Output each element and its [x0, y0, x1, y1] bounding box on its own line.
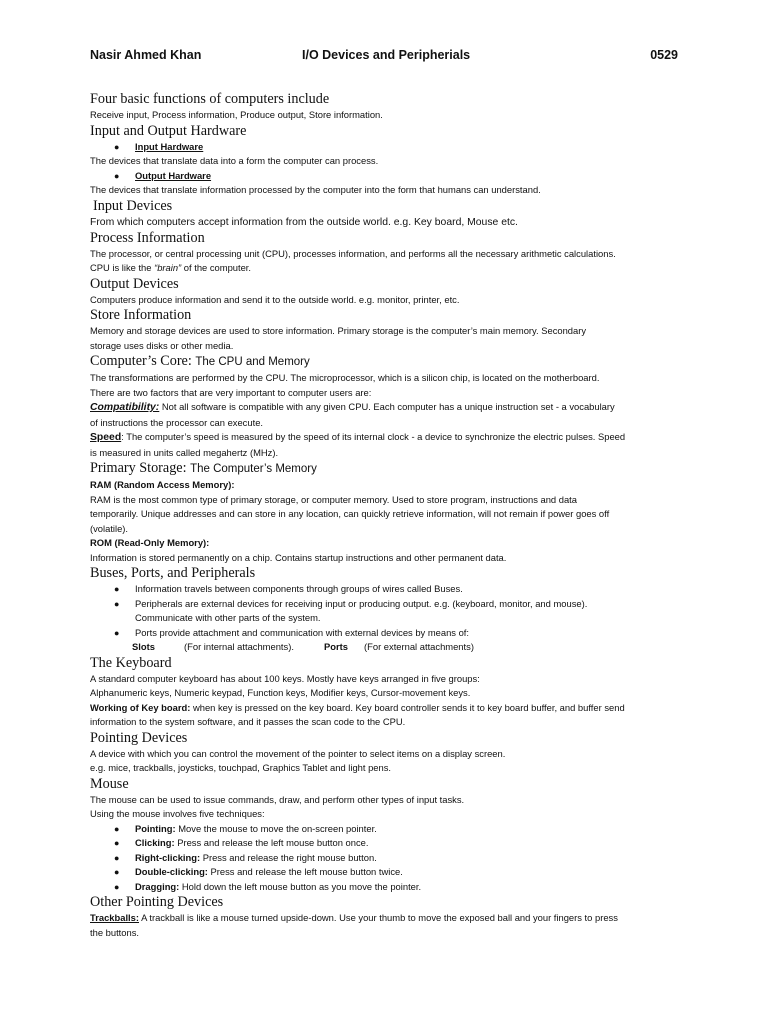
paragraph: RAM is the most common type of primary storage, or computer memory. Used to store program, instructions and data: [90, 493, 577, 505]
item-label: Pointing:: [135, 822, 176, 834]
paragraph: (volatile).: [90, 522, 129, 534]
item-text: Ports provide attachment and communication with external devices by means of:: [135, 626, 470, 638]
author-name: Nasir Ahmed Khan: [90, 48, 202, 62]
bullet-icon: ●: [114, 141, 120, 152]
item-label: Dragging:: [135, 880, 180, 892]
bullet-icon: ●: [114, 881, 120, 892]
heading-text: Computer’s Core:: [90, 353, 192, 369]
slots-label: Slots: [132, 641, 155, 652]
list-item: [90, 582, 686, 597]
paragraph: The devices that translate information processed by the computer into the form that humans can understand.: [90, 184, 541, 195]
item-text: Hold down the left mouse button as you move the pointer.: [179, 880, 422, 892]
paragraph: [90, 400, 686, 416]
term-label: Working of Key board:: [90, 701, 191, 713]
section-heading: Input and Output Hardware: [90, 122, 247, 139]
paragraph: [90, 911, 686, 926]
text-run: when key is pressed on the key board. Key board controller sends it to key board buffer, and buffer send: [190, 701, 625, 713]
bullet-list: [90, 822, 686, 895]
list-item: [90, 865, 686, 880]
paragraph: e.g. mice, trackballs, joysticks, touchpad, Graphics Tablet and light pens.: [90, 762, 392, 773]
item-text: Press and release the right mouse button.: [200, 851, 377, 863]
paragraph: From which computers accept information from the outside world. e.g. Key board, Mouse etc.: [90, 216, 518, 228]
document-title: I/O Devices and Peripherials: [302, 48, 471, 62]
paragraph: Information is stored permanently on a chip. Contains startup instructions and other permanent data.: [90, 551, 507, 563]
item-label: Input Hardware: [135, 140, 204, 152]
bullet-icon: ●: [114, 170, 120, 181]
list-item: [90, 836, 686, 851]
section-heading: Buses, Ports, and Peripherals: [90, 565, 256, 581]
bullet-list: [90, 140, 686, 155]
paragraph: Receive input, Process information, Produce output, Store information.: [90, 109, 383, 120]
section-heading: Process Information: [90, 229, 205, 246]
heading-text: Primary Storage:: [90, 460, 187, 476]
text-run: : The computer’s speed is measured by the speed of its internal clock - a device to synchronize the electric pulses. Speed: [121, 431, 626, 442]
list-item: [90, 140, 686, 155]
list-item: [90, 880, 686, 895]
paragraph: The devices that translate data into a form the computer can process.: [90, 155, 379, 166]
section-heading: The Keyboard: [90, 654, 172, 671]
paragraph: The processor, or central processing unit (CPU), processes information, and performs all the necessary arithmetic calculations.: [90, 247, 616, 259]
paragraph: Alphanumeric keys, Numeric keypad, Function keys, Modifier keys, Cursor-movement keys.: [90, 687, 471, 698]
bullet-list: [90, 169, 686, 184]
paragraph: There are two factors that are very important to computer users are:: [90, 386, 372, 398]
text-run: Not all software is compatible with any given CPU. Each computer has a unique instruction set - a vocabulary: [159, 401, 615, 412]
text-run: CPU is like the: [90, 262, 155, 273]
bullet-icon: ●: [114, 627, 120, 638]
term-label: Compatibility:: [90, 402, 160, 413]
bullet-icon: ●: [114, 867, 120, 877]
item-text: Press and release the left mouse button twice.: [207, 866, 403, 877]
paragraph: information to the system software, and it passes the scan code to the CPU.: [90, 716, 406, 727]
text-run: of the computer.: [181, 262, 252, 273]
heading-subtext: The CPU and Memory: [195, 356, 310, 368]
paragraph: the buttons.: [90, 926, 139, 938]
paragraph: temporarily. Unique addresses and can store in any location, can quickly retrieve information, will not remain if power goes off: [90, 508, 610, 519]
text-run: A trackball is like a mouse turned upside-down. Use your thumb to move the exposed ball and your fingers to press: [139, 912, 618, 923]
paragraph: The mouse can be used to issue commands, draw, and perform other types of input tasks.: [90, 793, 465, 805]
bullet-icon: ●: [114, 598, 120, 609]
paragraph: A device with which you can control the movement of the pointer to select items on a display screen.: [90, 747, 506, 759]
paragraph: [90, 430, 686, 446]
section-heading: Store Information: [90, 307, 192, 323]
item-label: Output Hardware: [135, 169, 212, 181]
bullet-icon: ●: [114, 584, 120, 594]
item-text: Peripherals are external devices for receiving input or producing output. e.g. (keyboard, monitor, and mouse).: [135, 597, 588, 609]
list-item: [90, 851, 686, 866]
section-heading: Input Devices: [93, 197, 173, 214]
list-item: [90, 822, 686, 837]
paragraph: [90, 701, 686, 716]
term-label: RAM (Random Access Memory):: [90, 479, 235, 490]
slots-text: (For internal attachments).: [184, 641, 294, 652]
paragraph: A standard computer keyboard has about 100 keys. Mostly have keys arranged in five groups:: [90, 672, 480, 684]
list-item-continuation: [90, 611, 686, 626]
term-label: ROM (Read-Only Memory):: [90, 537, 210, 548]
ports-label: Ports: [324, 641, 348, 652]
document-number: 0529: [650, 48, 678, 62]
paragraph: [90, 261, 686, 276]
paragraph: Using the mouse involves five techniques:: [90, 808, 265, 819]
paragraph: The transformations are performed by the CPU. The microprocessor, which is a silicon chip, is located on the motherboard.: [90, 372, 600, 383]
ports-text: (For external attachments): [364, 641, 474, 652]
item-label: Clicking:: [135, 837, 175, 848]
item-text: Move the mouse to move the on-screen pointer.: [175, 822, 377, 834]
section-heading: Pointing Devices: [90, 729, 188, 746]
paragraph: is measured in units called megahertz (MHz).: [90, 446, 279, 458]
document-body: [90, 91, 686, 940]
paragraph: Memory and storage devices are used to store information. Primary storage is the computer’s main memory. Secondary: [90, 325, 587, 336]
bullet-icon: ●: [114, 823, 120, 834]
bullet-icon: ●: [114, 852, 120, 863]
term-label: Speed: [90, 432, 122, 443]
heading-subtext: The Computer’s Memory: [190, 463, 317, 475]
item-label: Double-clicking:: [135, 866, 208, 877]
list-item: [90, 169, 686, 184]
bullet-icon: ●: [114, 838, 120, 848]
item-text: Information travels between components through groups of wires called Buses.: [135, 583, 463, 594]
page-header: [90, 48, 678, 66]
paragraph: of instructions the processor can execute.: [90, 416, 264, 428]
paragraph: storage uses disks or other media.: [90, 339, 234, 351]
attachment-types: [90, 640, 686, 655]
paragraph: Computers produce information and send it to the outside world. e.g. monitor, printer, etc.: [90, 293, 460, 305]
item-text: Press and release the left mouse button once.: [174, 837, 369, 848]
bullet-list: [90, 582, 686, 640]
term-label: Trackballs:: [90, 912, 139, 923]
section-heading: Output Devices: [90, 275, 179, 292]
section-heading: Mouse: [90, 775, 129, 792]
item-text: Communicate with other parts of the system.: [135, 612, 321, 623]
section-heading: [90, 460, 686, 478]
item-label: Right-clicking:: [135, 851, 201, 863]
section-heading: [90, 353, 686, 371]
list-item: [90, 597, 686, 612]
list-item: [90, 626, 686, 641]
emphasis-text: “brain”: [154, 262, 182, 273]
section-heading: Other Pointing Devices: [90, 894, 224, 910]
section-heading: Four basic functions of computers include: [90, 91, 330, 107]
